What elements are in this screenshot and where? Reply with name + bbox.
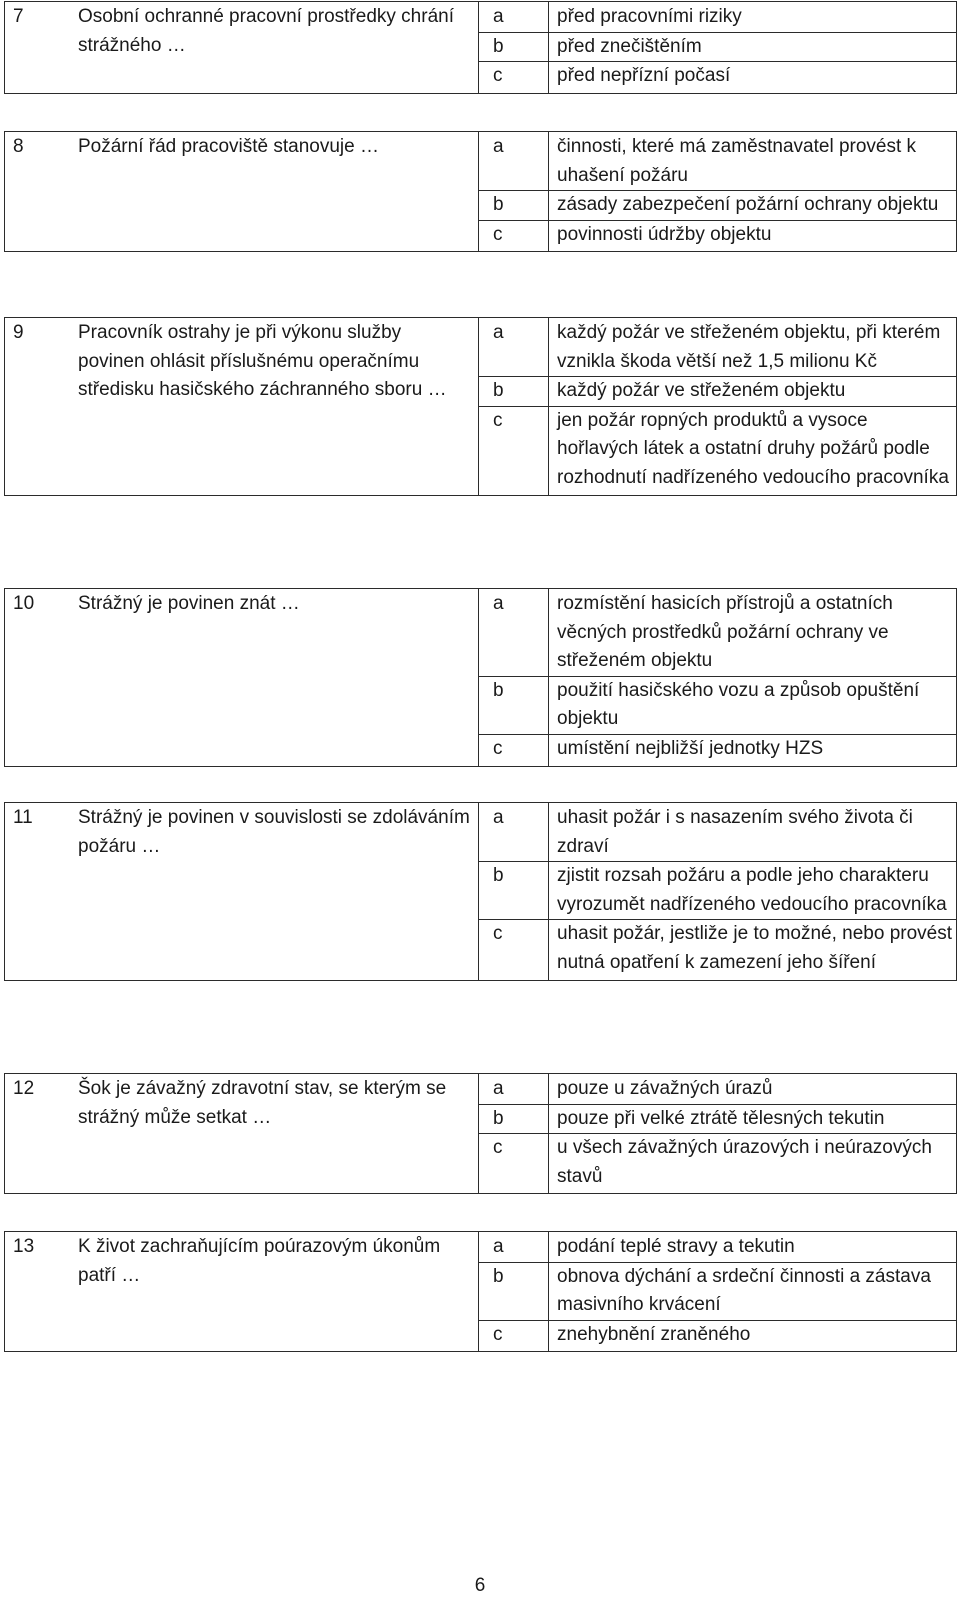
option-letter: b — [479, 1104, 549, 1134]
option-letter: c — [479, 220, 549, 252]
question-text: Požární řád pracoviště stanovuje … — [69, 132, 479, 252]
option-letter: c — [479, 734, 549, 766]
option-letter: a — [479, 132, 549, 191]
option-letter: c — [479, 406, 549, 495]
option-letter: a — [479, 318, 549, 377]
question-number: 11 — [5, 803, 70, 981]
question-text: Osobní ochranné pracovní prostředky chrání strážného … — [69, 2, 479, 94]
option-text: před pracovními riziky — [549, 2, 957, 33]
option-letter: a — [479, 2, 549, 33]
question-number: 10 — [5, 589, 70, 767]
option-letter: a — [479, 803, 549, 862]
option-letter: b — [479, 191, 549, 221]
question-number: 13 — [5, 1232, 70, 1352]
option-text: obnova dýchání a srdeční činnosti a zástava masivního krvácení — [549, 1262, 957, 1320]
question-9-table — [4, 317, 957, 496]
question-text: Strážný je povinen v souvislosti se zdoláváním požáru … — [69, 803, 479, 981]
option-text: zásady zabezpečení požární ochrany objektu — [549, 191, 957, 221]
option-text: jen požár ropných produktů a vysoce hořlavých látek a ostatní druhy požárů podle rozhodnutí nadřízeného vedoucího pracovníka — [549, 406, 957, 495]
option-letter: c — [479, 920, 549, 980]
option-text: před znečištěním — [549, 32, 957, 62]
question-number: 9 — [5, 318, 70, 496]
question-7-table — [4, 1, 957, 94]
option-text: podání teplé stravy a tekutin — [549, 1232, 957, 1263]
option-letter: b — [479, 377, 549, 407]
option-text: znehybnění zraněného — [549, 1320, 957, 1352]
option-text: každý požár ve střeženém objektu, při kterém vznikla škoda větší než 1,5 milionu Kč — [549, 318, 957, 377]
option-letter: b — [479, 1262, 549, 1320]
question-text: Šok je závažný zdravotní stav, se kterým se strážný může setkat … — [69, 1074, 479, 1194]
option-letter: c — [479, 62, 549, 94]
option-letter: c — [479, 1134, 549, 1194]
option-text: každý požár ve střeženém objektu — [549, 377, 957, 407]
option-text: pouze při velké ztrátě tělesných tekutin — [549, 1104, 957, 1134]
option-letter: b — [479, 676, 549, 734]
question-number: 8 — [5, 132, 70, 252]
option-letter: c — [479, 1320, 549, 1352]
option-letter: a — [479, 1074, 549, 1105]
option-letter: a — [479, 1232, 549, 1263]
option-text: u všech závažných úrazových i neúrazových stavů — [549, 1134, 957, 1194]
option-text: uhasit požár i s nasazením svého života či zdraví — [549, 803, 957, 862]
question-10-table — [4, 588, 957, 767]
question-number: 7 — [5, 2, 70, 94]
question-text: Pracovník ostrahy je při výkonu služby povinen ohlásit příslušnému operačnímu středisku hasičského záchranného sboru … — [69, 318, 479, 496]
question-11-table — [4, 802, 957, 981]
question-12-table — [4, 1073, 957, 1194]
option-text: zjistit rozsah požáru a podle jeho charakteru vyrozumět nadřízeného vedoucího pracovníka — [549, 862, 957, 920]
question-text: Strážný je povinen znát … — [69, 589, 479, 767]
option-letter: b — [479, 862, 549, 920]
question-8-table — [4, 131, 957, 252]
option-letter: a — [479, 589, 549, 677]
option-text: uhasit požár, jestliže je to možné, nebo provést nutná opatření k zamezení jeho šíření — [549, 920, 957, 980]
option-text: před nepřízní počasí — [549, 62, 957, 94]
option-text: pouze u závažných úrazů — [549, 1074, 957, 1105]
option-text: povinnosti údržby objektu — [549, 220, 957, 252]
question-13-table — [4, 1231, 957, 1352]
option-text: umístění nejbližší jednotky HZS — [549, 734, 957, 766]
question-number: 12 — [5, 1074, 70, 1194]
option-text: rozmístění hasicích přístrojů a ostatních věcných prostředků požární ochrany ve střeženém objektu — [549, 589, 957, 677]
question-text: K život zachraňujícím poúrazovým úkonům patří … — [69, 1232, 479, 1352]
option-text: činnosti, které má zaměstnavatel provést k uhašení požáru — [549, 132, 957, 191]
option-text: použití hasičského vozu a způsob opuštění objektu — [549, 676, 957, 734]
option-letter: b — [479, 32, 549, 62]
page-number: 6 — [474, 1575, 486, 1596]
